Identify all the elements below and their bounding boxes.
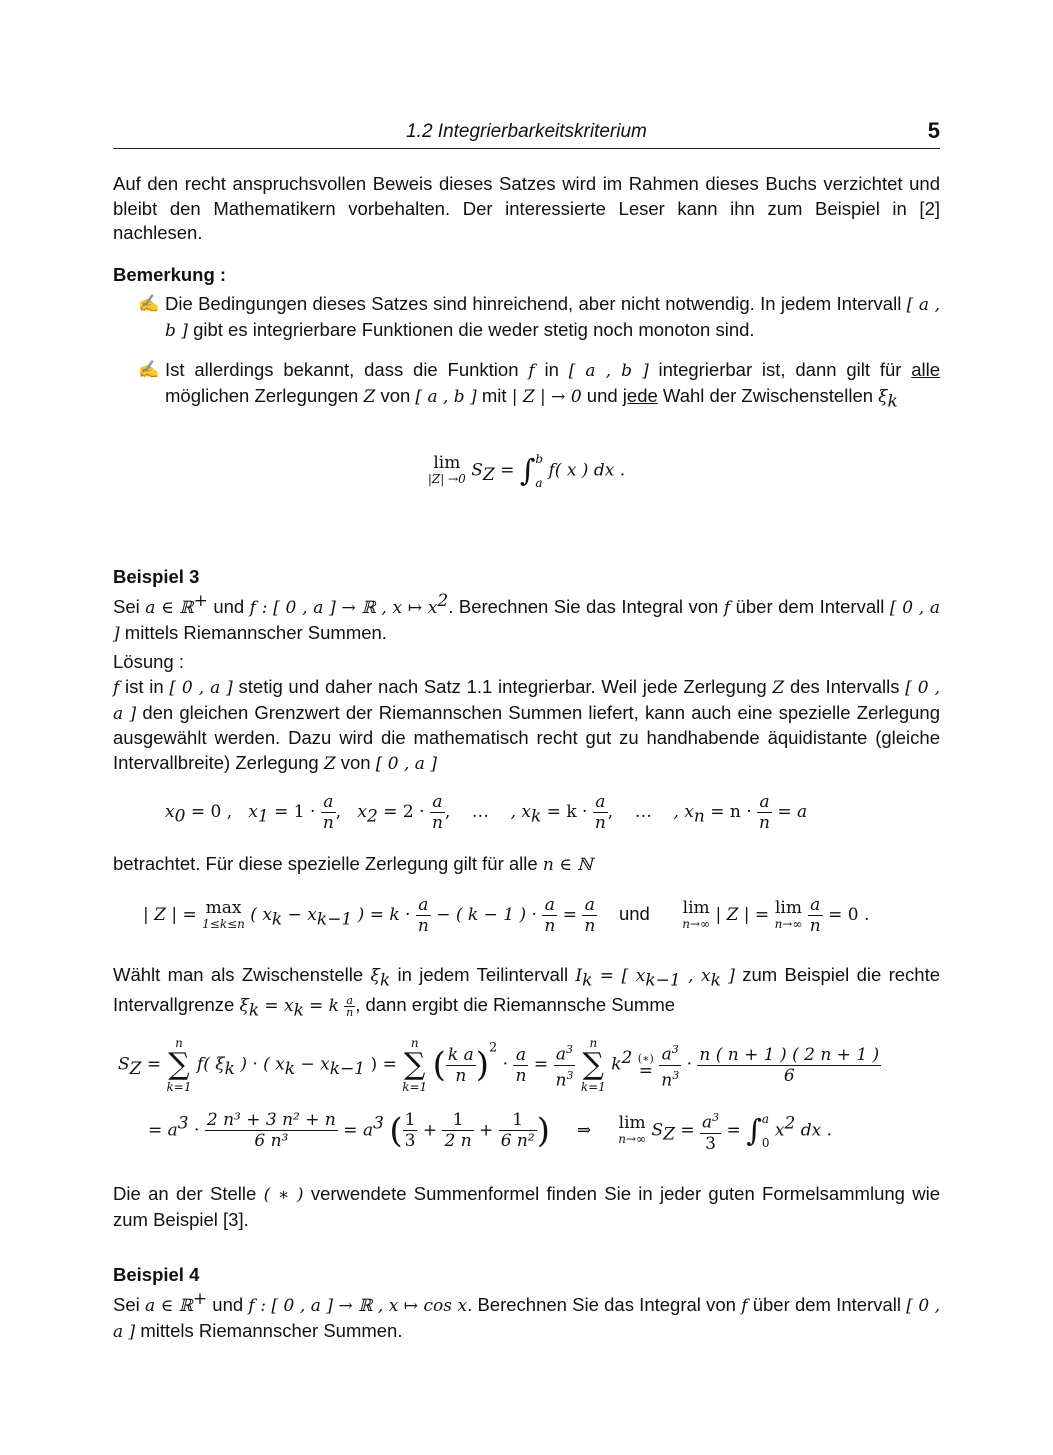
example3-heading: Beispiel 3 — [113, 566, 200, 587]
page-number: 5 — [927, 118, 940, 143]
partition-formula: $x_0 = 0$ , $x_1 = 1$ · $\frac{a}{n}$ , $x_2 = 2$ · $\frac{a}{n}$ , … , $x_k = k$ · $\frac{a}{n}$ , … , $x_n = n$ · $\frac{a}{n}$ = a — [165, 792, 808, 833]
solution-paragraph-2: betrachtet. Für diese spezielle Zerlegung gilt für alle n ∈ ℕ — [113, 853, 593, 875]
norm-formula: | Z | = max 1≤k≤n ( $x_k - x_{k-1}$ ) = k · $\frac{a}{n}$ − ( k − 1 ) · $\frac{a}{n}$ = $\frac{a}{n}$ und lim n→∞ | Z | = lim n→∞ $\frac{a}{n}$ = 0 . — [143, 895, 870, 936]
example4-heading: Beispiel 4 — [113, 1264, 200, 1285]
solution-paragraph-1: f ist in [ 0 , a ] stetig und daher nach Satz 1.1 integrierbar. Weil jede Zerlegung Z des Intervalls [ 0 , a ] den gleichen Grenzwert der Riemannschen Summen liefert, kann auch eine spezielle Zerlegung ausgewählt werden. Dazu wird die mathematisch recht gut zu handhabende äquidistante (gleiche Intervallbreite) Zerlegung Z von [ 0 , a ] — [113, 676, 940, 774]
limit-formula: lim |Z| →0 $S_Z$ = ∫ b a f( x ) dx . — [427, 452, 626, 490]
section-title: 1.2 Integrierbarkeitskriterium — [406, 121, 647, 142]
remark-item-1: ✍ Die Bedingungen dieses Satzes sind hinreichend, aber nicht notwendig. In jedem Intervall [ a , b ] gibt es integrierbare Funktionen die weder stetig noch monoton sind. — [138, 293, 941, 341]
writing-hand-icon: ✍ — [138, 360, 160, 379]
solution-paragraph-4: Die an der Stelle ( ∗ ) verwendete Summenformel finden Sie in jeder guten Formelsammlung wie zum Beispiel [3]. — [113, 1183, 940, 1230]
example4-statement: Sei a ∈ ℝ+ und f : [ 0 , a ] → ℝ , x ↦ cos x. Berechnen Sie das Integral von f über dem Intervall [ 0 , a ] mittels Riemannscher Summen. — [113, 1289, 941, 1342]
riemann-sum-formula-2: = $a^3$ · $\frac{\text{2 n³ + 3 n² + n}}{\text{6 n³}}$ = $a^3$ ( $\frac{1}{3}$ + $\frac{1}{2 n}$ + $\frac{1}{\text{6 n²}}$ ) ⇒ lim n→∞ $S_Z$ = $\frac{a^3}{3}$ = ∫ a 0 $x^2$ dx . — [148, 1108, 943, 1154]
writing-hand-icon: ✍ — [138, 294, 160, 313]
riemann-sum-formula-1: $S_Z$ = n ∑ k=1 f( $\xi_k$ ) · ( $x_k - x_{k-1}$ ) = n ∑ k=1 ( $\frac{\text{k a}}{n}$ )$^2$ · $\frac{a}{n}$ = $\frac{a^3}{n^3}$ n ∑ k=1 $k^2$ (∗) = $\frac{a^3}{n^3}$ · $\frac{n ( n + 1 ) ( 2 n + 1 )}{6}$ — [118, 1036, 880, 1094]
integral-sign: ∫ — [746, 1113, 762, 1149]
intro-paragraph: Auf den recht anspruchsvollen Beweis dieses Satzes wird im Rahmen dieses Buchs verzichtet und bleibt den Mathematikern vorbehalten. Der interessierte Leser kann ihn zum Beispiel in [2] nachlesen. — [113, 173, 940, 243]
running-header — [113, 118, 940, 149]
solution-label: Lösung : — [113, 651, 184, 672]
remark-item-2: ✍ Ist allerdings bekannt, dass die Funktion f in [ a , b ] integrierbar ist, dann gilt für alle möglichen Zerlegungen Z von [ a , b ] mit | Z | → 0 und jede Wahl der Zwischenstellen $\xi_k$ — [138, 359, 941, 412]
example3-statement: Sei a ∈ ℝ+ und f : [ 0 , a ] → ℝ , x ↦ $x^2$. Berechnen Sie das Integral von f über dem Intervall [ 0 , a ] mittels Riemannscher Summen. — [113, 591, 941, 644]
solution-paragraph-3: Wählt man als Zwischenstelle $\xi_k$ in jedem Teilintervall $I_k$ = [ $x_{k-1}$ , $x_k$ ] zum Beispiel die rechte Intervallgrenze $\xi_k = x_k = k$ $\frac{a}{n}$ , dann ergibt die Riemannsche Summe — [113, 964, 940, 1021]
underlined-word: alle — [911, 359, 941, 380]
interval-math: [ a , b ] — [165, 295, 941, 341]
remark-heading: Bemerkung : — [113, 264, 227, 285]
integral-sign: ∫ — [519, 453, 536, 489]
underlined-word: jede — [622, 384, 658, 406]
